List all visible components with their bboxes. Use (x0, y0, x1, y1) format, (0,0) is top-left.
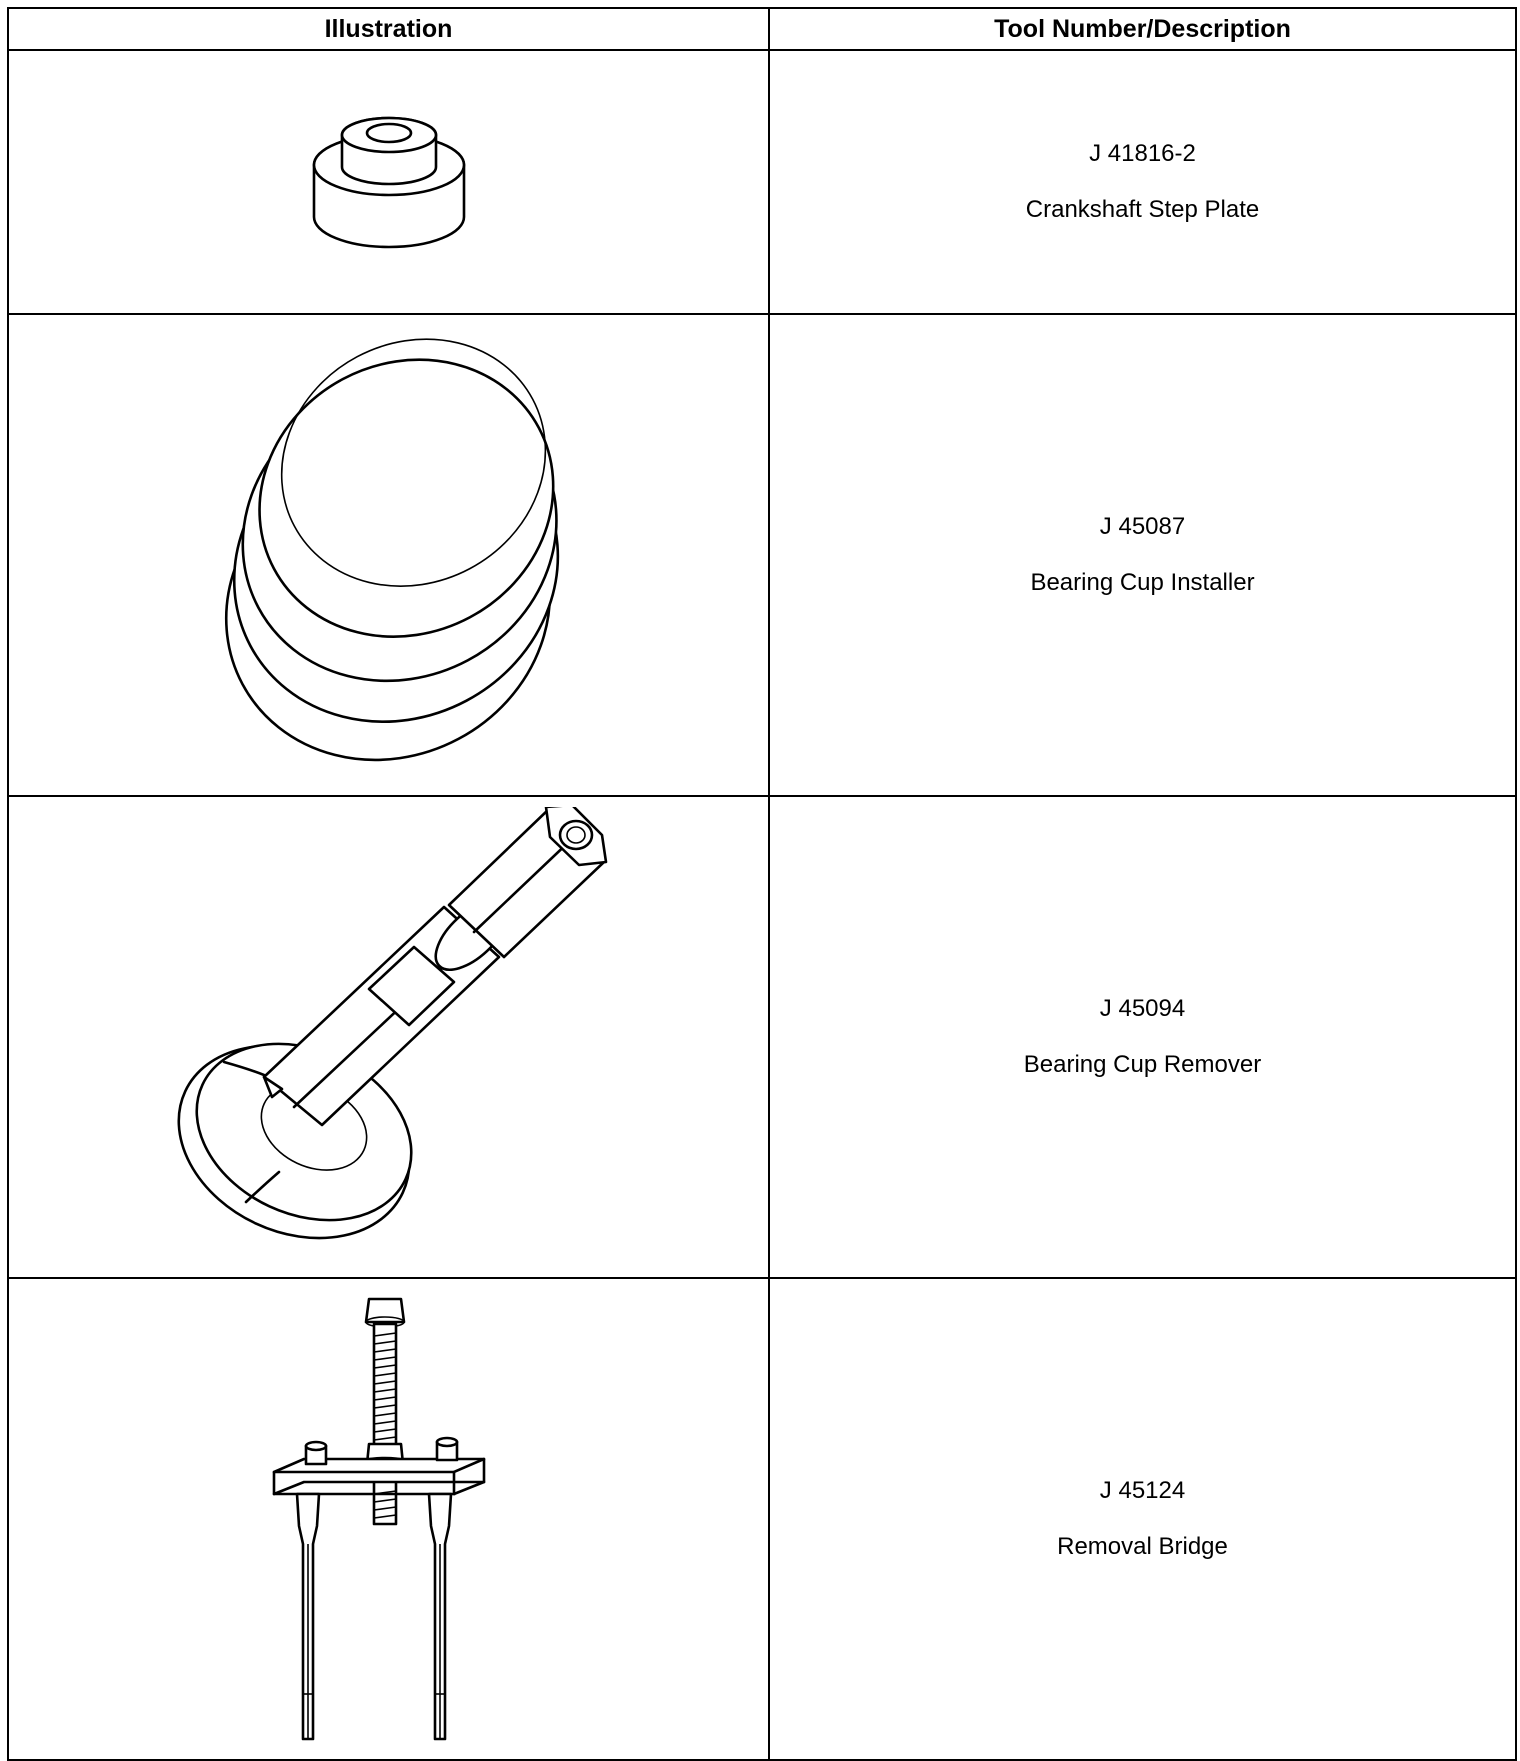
tool-number: J 45124 (1099, 1477, 1186, 1504)
bearing-cup-installer-drawing (169, 335, 609, 775)
tool-name: Removal Bridge (1057, 1533, 1228, 1560)
illustration-cell (8, 1278, 769, 1760)
table-row (8, 1278, 1516, 1760)
header-illustration: Illustration (8, 8, 769, 50)
table-row (8, 50, 1516, 314)
removal-bridge-drawing (269, 1294, 509, 1744)
description-cell (769, 796, 1516, 1278)
description-cell (769, 1278, 1516, 1760)
special-tools-table (7, 7, 1517, 1761)
tool-number: J 45094 (1099, 995, 1186, 1022)
tool-name: Crankshaft Step Plate (1025, 196, 1260, 223)
tool-name: Bearing Cup Remover (1023, 1051, 1262, 1078)
illustration-cell (8, 314, 769, 796)
table-row (8, 796, 1516, 1278)
step-plate-drawing (304, 107, 474, 257)
description-cell (769, 50, 1516, 314)
header-tool-number-description: Tool Number/Description (769, 8, 1516, 50)
bearing-cup-remover-drawing (154, 807, 624, 1267)
table-row (8, 314, 1516, 796)
illustration-cell (8, 796, 769, 1278)
tool-name: Bearing Cup Installer (1030, 569, 1255, 596)
tool-number: J 41816-2 (1089, 140, 1196, 167)
tool-number: J 45087 (1099, 513, 1186, 540)
illustration-cell (8, 50, 769, 314)
header-row (8, 8, 1516, 50)
description-cell (769, 314, 1516, 796)
